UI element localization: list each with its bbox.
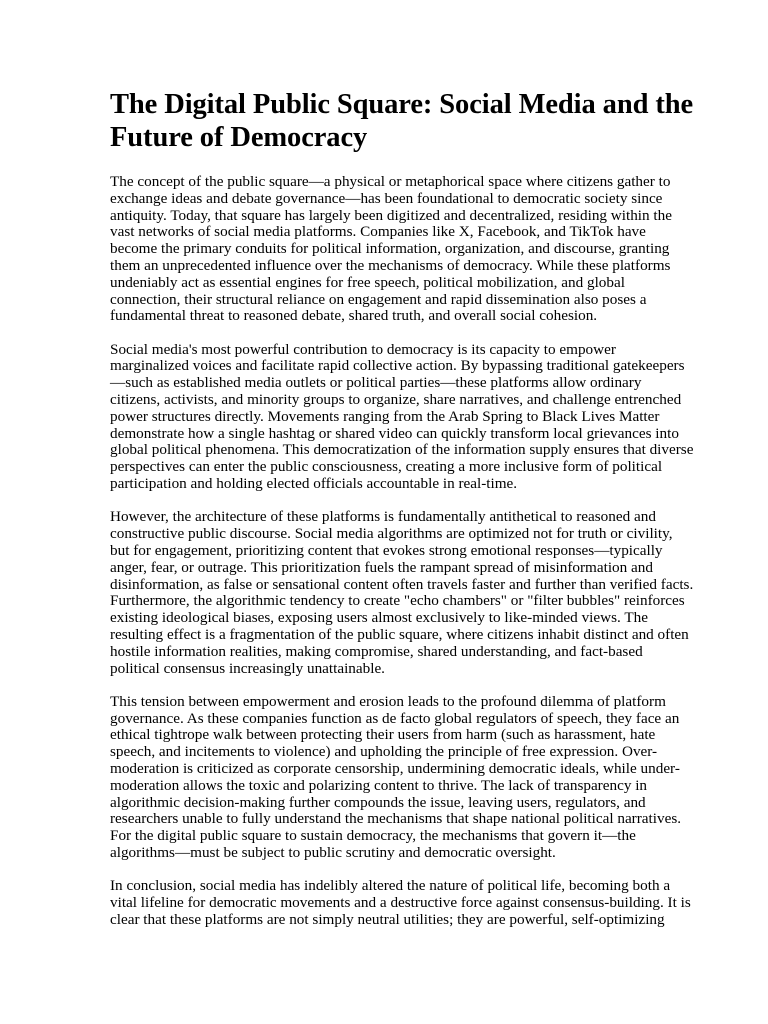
paragraph-5: In conclusion, social media has indelibly altered the nature of political life, becoming both a vital lifeline for democratic movements and a destructive force against consensus-building. It is clear that these platforms are not simply neutral utilities; they are powerful, self-optimizing — [110, 877, 691, 928]
paragraph-2: Social media's most powerful contribution to democracy is its capacity to empower marginalized voices and facilitate rapid collective action. By bypassing traditional gatekeepers—such as established media outlets or political parties—these platforms allow ordinary citizens, activists, and minority groups to organize, share narratives, and challenge entrenched power structures directly. Movements ranging from the Arab Spring to Black Lives Matter demonstrate how a single hashtag or shared video can quickly transform local grievances into global political phenomena. This democratization of the information supply ensures that diverse perspectives can enter the public consciousness, creating a more inclusive form of political participation and holding elected officials accountable in real-time. — [110, 340, 694, 493]
paragraph-4: This tension between empowerment and erosion leads to the profound dilemma of platform governance. As these companies function as de facto global regulators of speech, they face an ethical tightrope walk between protecting their users from harm (such as harassment, hate speech, and incitements to violence) and upholding the principle of free expression. Over-moderation is criticized as corporate censorship, undermining democratic ideals, while under-moderation allows the toxic and polarizing content to thrive. The lack of transparency in algorithmic decision-making further compounds the issue, leaving users, regulators, and researchers unable to fully understand the mechanisms that shape national political narratives. For the digital public square to sustain democracy, the mechanisms that govern it—the algorithms—must be subject to public scrutiny and democratic oversight. — [110, 692, 682, 861]
document-page — [110, 88, 694, 945]
document-title: The Digital Public Square: Social Media and the Future of Democracy — [110, 89, 694, 153]
paragraph-3: However, the architecture of these platforms is fundamentally antithetical to reasoned and constructive public discourse. Social media algorithms are optimized not for truth or civility, but for engagement, prioritizing content that evokes strong emotional responses—typically anger, fear, or outrage. This prioritization fuels the rampant spread of misinformation and disinformation, as false or sensational content often travels faster and further than verified facts. Furthermore, the algorithmic tendency to create "echo chambers" or "filter bubbles" reinforces existing ideological biases, exposing users almost exclusively to like-minded views. The resulting effect is a fragmentation of the public square, where citizens inhabit distinct and often hostile information realities, making compromise, shared understanding, and fact-based political consensus increasingly unattainable. — [110, 508, 694, 677]
paragraph-1: The concept of the public square—a physical or metaphorical space where citizens gather to exchange ideas and debate governance—has been foundational to democratic society since antiquity. Today, that square has largely been digitized and decentralized, residing within the vast networks of social media platforms. Companies like X, Facebook, and TikTok have become the primary conduits for political information, organization, and discourse, granting them an unprecedented influence over the mechanisms of democracy. While these platforms undeniably act as essential engines for free speech, political mobilization, and global connection, their structural reliance on engagement and rapid dissemination also poses a fundamental threat to reasoned debate, shared truth, and overall social cohesion. — [110, 173, 672, 325]
